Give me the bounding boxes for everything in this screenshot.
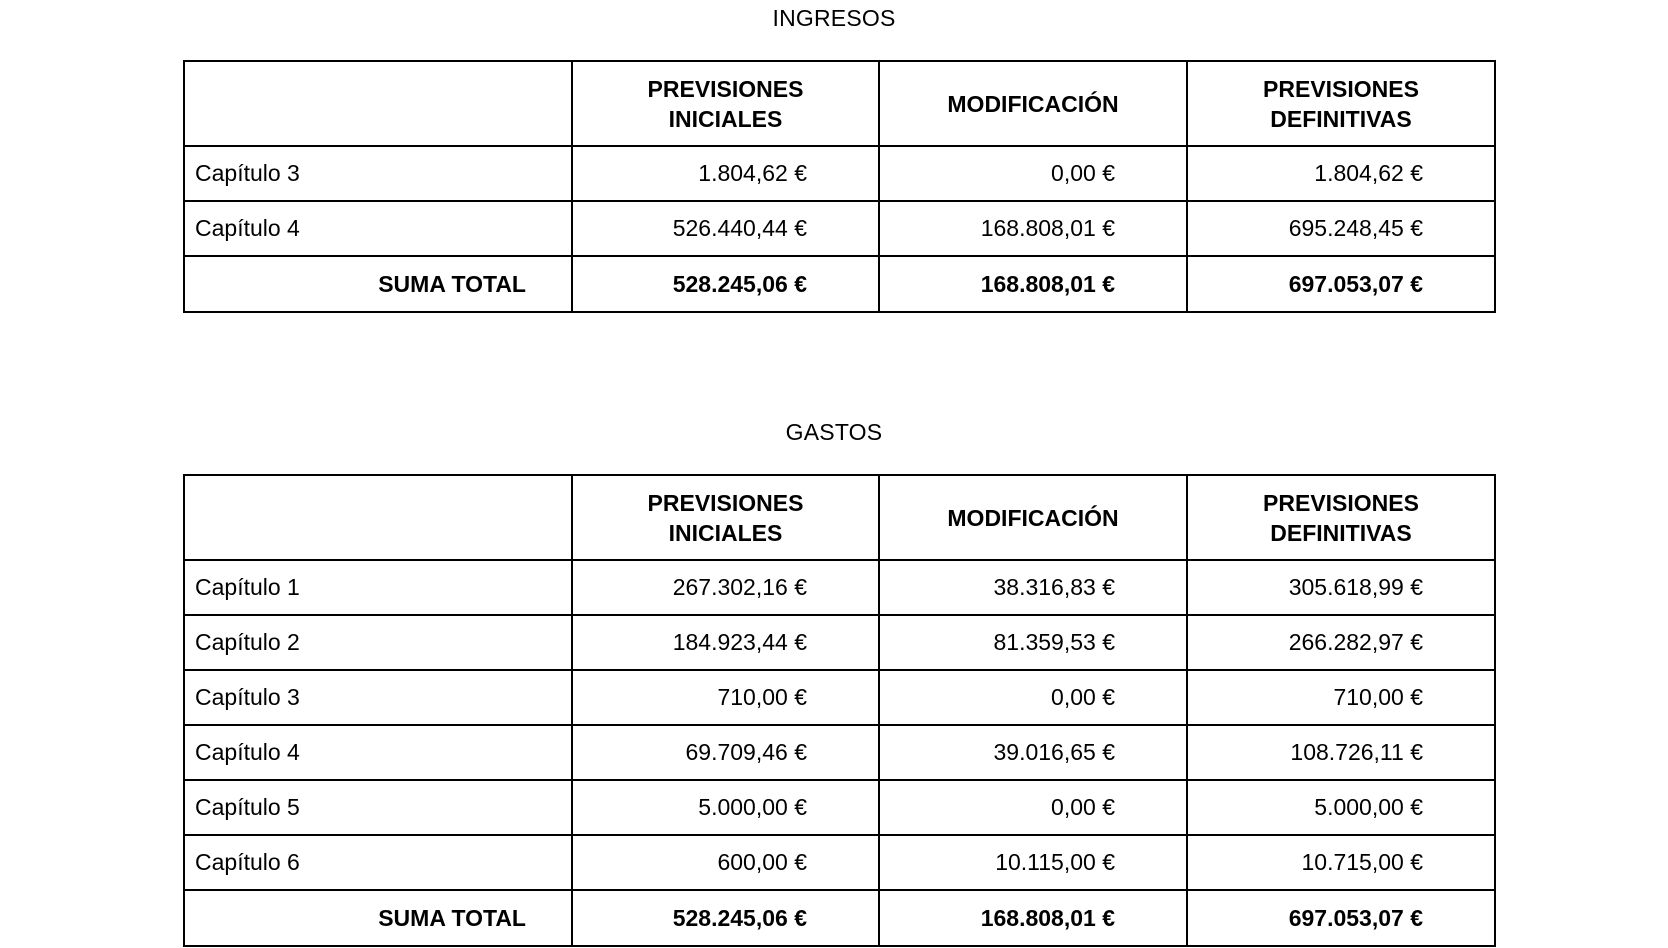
total-modificacion: 168.808,01 €	[879, 256, 1187, 312]
cell-modificacion: 81.359,53 €	[879, 615, 1187, 670]
cell-definitiva: 108.726,11 €	[1187, 725, 1495, 780]
table-row	[184, 670, 1495, 725]
row-label: Capítulo 5	[184, 780, 572, 835]
total-inicial: 528.245,06 €	[572, 890, 879, 946]
cell-modificacion: 0,00 €	[879, 780, 1187, 835]
cell-definitiva: 710,00 €	[1187, 670, 1495, 725]
header-row	[184, 61, 1495, 146]
ingresos-title: INGRESOS	[772, 5, 896, 31]
cell-definitiva: 305.618,99 €	[1187, 560, 1495, 615]
table-row	[184, 201, 1495, 256]
header-text: INICIALES	[668, 519, 783, 546]
cell-inicial: 710,00 €	[572, 670, 879, 725]
total-definitiva: 697.053,07 €	[1187, 890, 1495, 946]
row-label: Capítulo 4	[184, 201, 572, 256]
total-inicial: 528.245,06 €	[572, 256, 879, 312]
header-previsiones-definitivas	[1187, 61, 1495, 146]
row-label: Capítulo 1	[184, 560, 572, 615]
cell-inicial: 69.709,46 €	[572, 725, 879, 780]
cell-inicial: 267.302,16 €	[572, 560, 879, 615]
table-row	[184, 560, 1495, 615]
total-row	[184, 256, 1495, 312]
header-text: DEFINITIVAS	[1270, 105, 1412, 132]
cell-definitiva: 266.282,97 €	[1187, 615, 1495, 670]
header-empty	[184, 61, 572, 146]
table-row	[184, 725, 1495, 780]
total-label: SUMA TOTAL	[184, 890, 572, 946]
cell-inicial: 526.440,44 €	[572, 201, 879, 256]
row-label: Capítulo 2	[184, 615, 572, 670]
table-row	[184, 615, 1495, 670]
total-label: SUMA TOTAL	[184, 256, 572, 312]
row-label: Capítulo 6	[184, 835, 572, 890]
cell-modificacion: 39.016,65 €	[879, 725, 1187, 780]
gastos-title: GASTOS	[785, 419, 883, 445]
table-row	[184, 835, 1495, 890]
header-text: DEFINITIVAS	[1270, 519, 1412, 546]
header-text: PREVISIONES	[647, 489, 804, 516]
header-modificacion: MODIFICACIÓN	[879, 61, 1187, 146]
cell-modificacion: 0,00 €	[879, 146, 1187, 201]
header-row	[184, 475, 1495, 560]
header-previsiones-iniciales	[572, 475, 879, 560]
row-label: Capítulo 3	[184, 670, 572, 725]
total-row	[184, 890, 1495, 946]
header-modificacion: MODIFICACIÓN	[879, 475, 1187, 560]
cell-inicial: 5.000,00 €	[572, 780, 879, 835]
header-text: INICIALES	[668, 105, 783, 132]
header-text: PREVISIONES	[647, 75, 804, 102]
total-modificacion: 168.808,01 €	[879, 890, 1187, 946]
cell-inicial: 600,00 €	[572, 835, 879, 890]
cell-definitiva: 5.000,00 €	[1187, 780, 1495, 835]
header-text: PREVISIONES	[1263, 75, 1419, 102]
cell-inicial: 184.923,44 €	[572, 615, 879, 670]
header-text: PREVISIONES	[1263, 489, 1419, 516]
cell-definitiva: 1.804,62 €	[1187, 146, 1495, 201]
table-row	[184, 146, 1495, 201]
row-label: Capítulo 4	[184, 725, 572, 780]
cell-modificacion: 0,00 €	[879, 670, 1187, 725]
header-previsiones-iniciales	[572, 61, 879, 146]
gastos-table	[183, 474, 1496, 947]
cell-modificacion: 38.316,83 €	[879, 560, 1187, 615]
ingresos-table	[183, 60, 1496, 313]
header-previsiones-definitivas	[1187, 475, 1495, 560]
row-label: Capítulo 3	[184, 146, 572, 201]
total-definitiva: 697.053,07 €	[1187, 256, 1495, 312]
cell-definitiva: 10.715,00 €	[1187, 835, 1495, 890]
cell-definitiva: 695.248,45 €	[1187, 201, 1495, 256]
cell-modificacion: 168.808,01 €	[879, 201, 1187, 256]
table-row	[184, 780, 1495, 835]
cell-inicial: 1.804,62 €	[572, 146, 879, 201]
header-empty	[184, 475, 572, 560]
cell-modificacion: 10.115,00 €	[879, 835, 1187, 890]
